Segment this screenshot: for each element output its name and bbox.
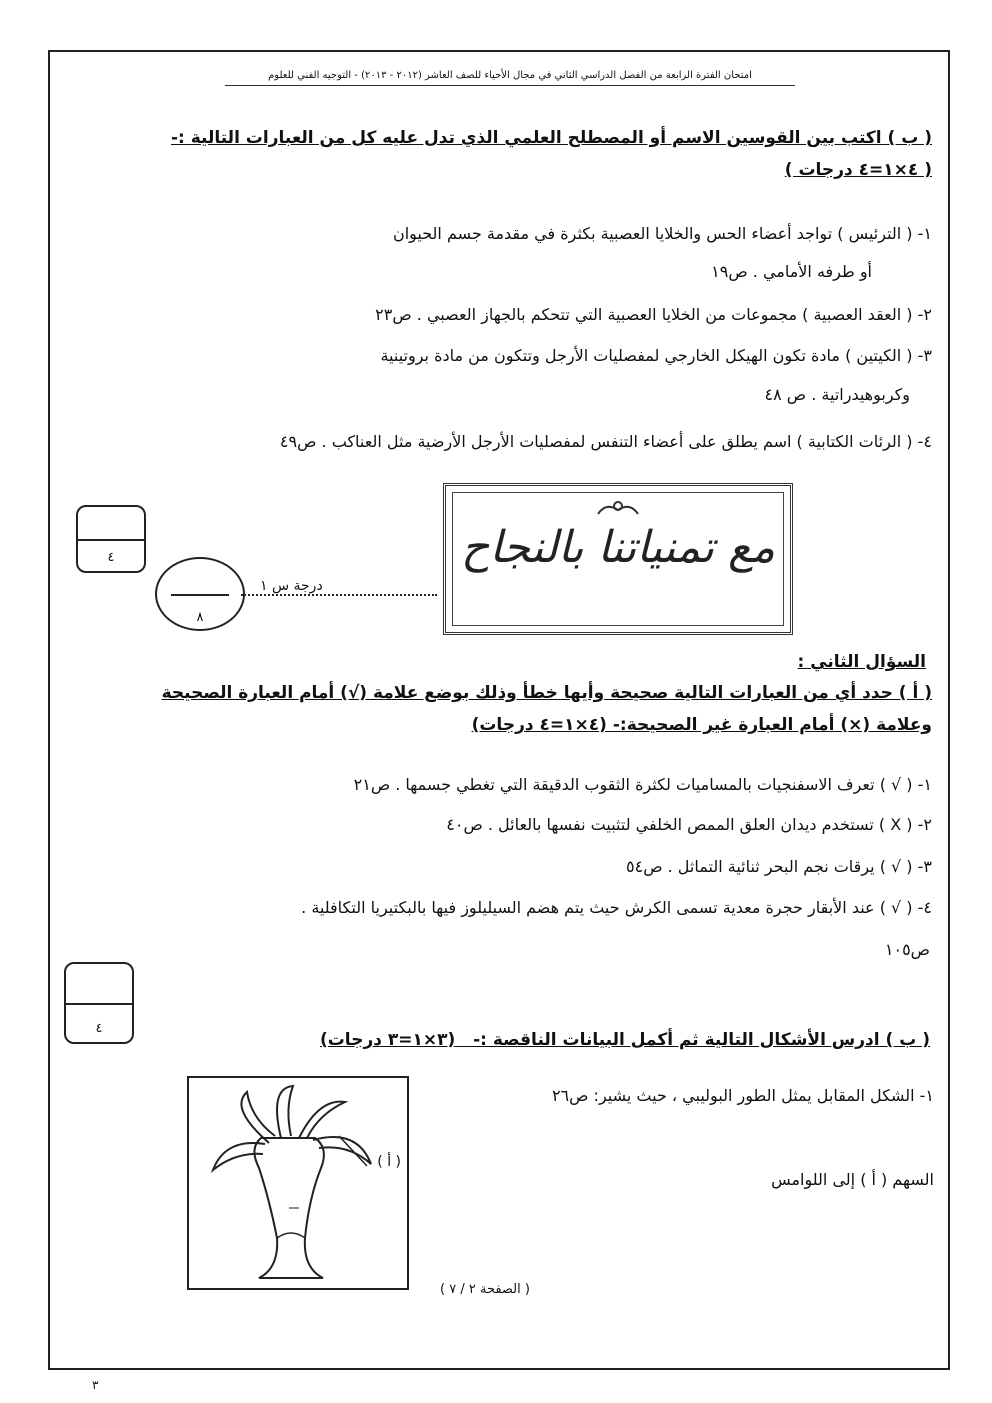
score-oval-q1: ٨	[155, 557, 245, 631]
figure-label-a: ( أ )	[377, 1154, 401, 1170]
decorative-stamp	[443, 483, 793, 635]
q2-part-a-line2: وعلامة (×) أمام العبارة غير الصحيحة:- (٤×١=٤ درجات)	[471, 715, 932, 735]
q2-item-2: ٢- ( X ) تستخدم ديدان العلق الممص الخلفي لتثبيت نفسها بالعائل . ص٤٠	[446, 815, 932, 834]
q2-part-b-title: ( ب ) ادرس الأشكال التالية ثم أكمل البيانات الناقصة :- (٣×١=٣ درجات)	[319, 1030, 930, 1050]
part-b-item-2: السهم ( أ ) إلى اللوامس	[771, 1170, 934, 1189]
score-box-q2a: ٤	[64, 962, 134, 1044]
part-b-item-1: ١- الشكل المقابل يمثل الطور البوليبي ، حيث يشير: ص٢٦	[551, 1086, 934, 1105]
score-label-q1: درجة س ١	[260, 578, 323, 594]
score-box-q1b: ٤	[76, 505, 146, 573]
q2-item-4: ٤- ( √ ) عند الأبقار حجرة معدية تسمى الكرش حيث يتم هضم السيليلوز فيها بالبكتيريا التكافلية .	[301, 898, 932, 917]
q2-item-1: ١- ( √ ) تعرف الاسفنجيات بالمساميات لكثرة الثقوب الدقيقة التي تغطي جسمها . ص٢١	[353, 775, 932, 794]
b1-item-1-cont: أو طرفه الأمامي . ص١٩	[711, 262, 872, 281]
ornament-icon	[596, 498, 640, 520]
polyp-drawing-icon	[189, 1078, 407, 1288]
polyp-figure	[187, 1076, 409, 1290]
stamp-text: مع تمنياتنا بالنجاح	[460, 522, 776, 573]
b1-item-2: ٢- ( العقد العصبية ) مجموعات من الخلايا العصبية التي تتحكم بالجهاز العصبي . ص٢٣	[375, 305, 932, 324]
header-divider	[225, 85, 795, 86]
q2-part-b-marks: (٣×١=٣ درجات)	[319, 1030, 456, 1050]
exam-header: امتحان الفترة الرابعة من الفصل الدراسي الثاني في مجال الأحياء للصف العاشر (٢٠١٢ - ٢٠١٣) - التوجيه الفني للعلوم	[268, 70, 752, 81]
q2-item-3: ٣- ( √ ) يرقات نجم البحر ثنائية التماثل . ص٥٤	[626, 857, 932, 876]
b1-item-3-cont: وكربوهيدراتية . ص ٤٨	[764, 385, 910, 404]
q2-item-4-cont: ص١٠٥	[884, 940, 930, 959]
q2-title: السؤال الثاني :	[797, 652, 926, 672]
dotted-leader	[241, 594, 437, 596]
b1-item-4: ٤- ( الرئات الكتابية ) اسم يطلق على أعضاء التنفس لمفصليات الأرجل الأرضية مثل العناكب . ص٤٩	[279, 432, 932, 451]
b1-item-1: ١- ( الترئيس ) تواجد أعضاء الحس والخلايا العصبية بكثرة في مقدمة جسم الحيوان	[392, 224, 932, 243]
b1-item-3: ٣- ( الكيتين ) مادة تكون الهيكل الخارجي لمفصليات الأرجل وتتكون من مادة بروتينية	[380, 346, 932, 365]
page-footer: ( الصفحة ٢ / ٧ )	[440, 1282, 530, 1297]
page-mark: ٣	[92, 1378, 99, 1392]
section-b1-marks: ( ٤×١=٤ درجات )	[784, 160, 932, 180]
q2-part-a-line1: ( أ ) حدد أي من العبارات التالية صحيحة وأيها خطأ وذلك بوضع علامة (√) أمام العبارة الصحيحة	[161, 683, 932, 703]
section-b1-title: ( ب ) اكتب بين القوسين الاسم أو المصطلح العلمي الذي تدل عليه كل من العبارات التالية :-	[170, 128, 932, 148]
